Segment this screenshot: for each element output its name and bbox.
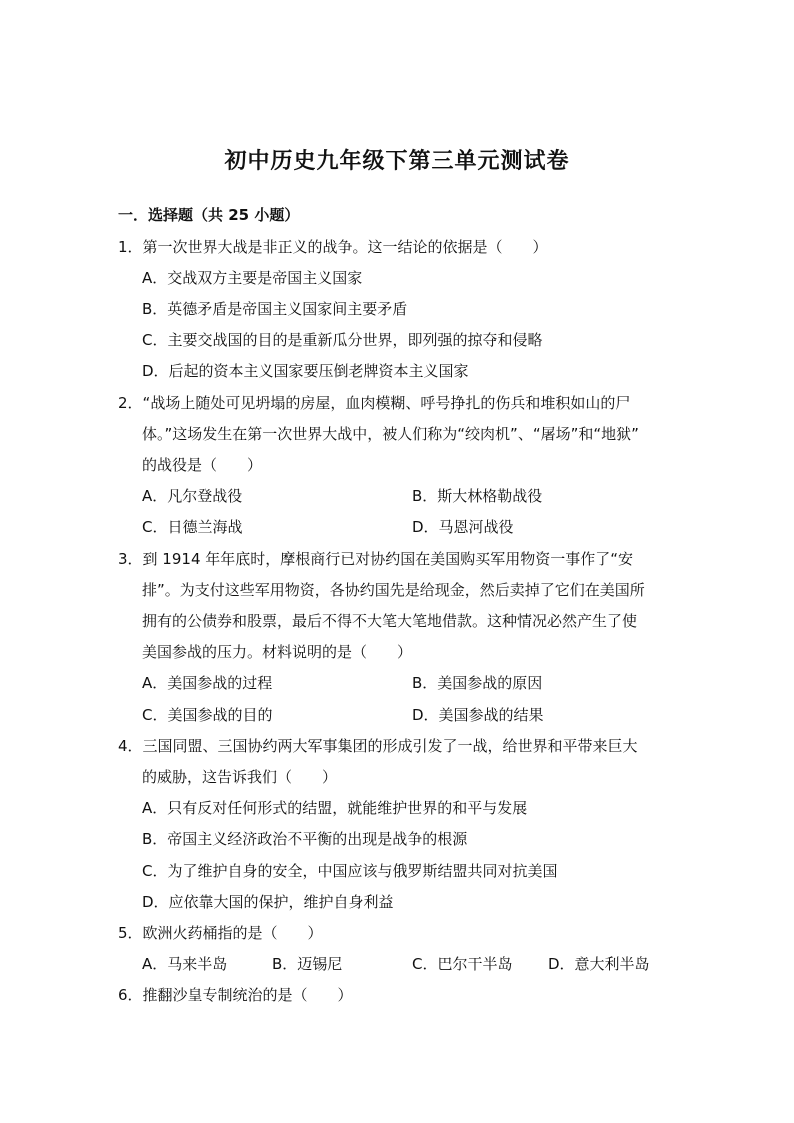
question-5-stem: 5．欧洲火药桶指的是（ ） (118, 924, 323, 942)
question-3-stem-line-1: 3．到 1914 年年底时，摩根商行已对协约国在美国购买军用物资一事作了“安 (118, 550, 634, 568)
question-6-stem: 6．推翻沙皇专制统治的是（ ） (118, 986, 353, 1004)
question-4-option-b: B．帝国主义经济政治不平衡的出现是战争的根源 (142, 830, 468, 848)
question-3-option-b: B．美国参战的原因 (412, 674, 543, 692)
question-4-option-c: C．为了维护自身的安全，中国应该与俄罗斯结盟共同对抗美国 (142, 862, 558, 880)
question-5-option-c: C．巴尔干半岛 (412, 955, 513, 973)
section-heading: 一．选择题（共 25 小题） (118, 206, 300, 224)
page-title: 初中历史九年级下第三单元测试卷 (224, 148, 570, 174)
question-1-stem: 1．第一次世界大战是非正义的战争。这一结论的依据是（ ） (118, 238, 548, 256)
question-3-stem-line-3: 拥有的公债券和股票，最后不得不大笔大笔地借款。这种情况必然产生了使 (142, 612, 638, 630)
question-4-stem-line-1: 4．三国同盟、三国协约两大军事集团的形成引发了一战，给世界和平带来巨大 (118, 737, 638, 755)
question-2-option-a: A．凡尔登战役 (142, 487, 243, 505)
question-3-option-a: A．美国参战的过程 (142, 674, 273, 692)
question-1-option-b: B．英德矛盾是帝国主义国家间主要矛盾 (142, 300, 408, 318)
question-1-option-c: C．主要交战国的目的是重新瓜分世界，即列强的掠夺和侵略 (142, 331, 543, 349)
question-2-stem-line-3: 的战役是（ ） (142, 456, 263, 474)
question-2-option-d: D．马恩河战役 (412, 518, 514, 536)
question-2-option-c: C．日德兰海战 (142, 518, 243, 536)
question-4-option-a: A．只有反对任何形式的结盟，就能维护世界的和平与发展 (142, 799, 528, 817)
question-3-option-d: D．美国参战的结果 (412, 706, 544, 724)
question-1-option-d: D．后起的资本主义国家要压倒老牌资本主义国家 (142, 362, 469, 380)
question-5-option-a: A．马来半岛 (142, 955, 228, 973)
question-5-option-b: B．迈锡尼 (272, 955, 343, 973)
question-2-option-b: B．斯大林格勒战役 (412, 487, 543, 505)
question-4-option-d: D．应依靠大国的保护，维护自身利益 (142, 893, 394, 911)
question-3-stem-line-4: 美国参战的压力。材料说明的是（ ） (142, 643, 413, 661)
question-3-stem-line-2: 排”。为支付这些军用物资，各协约国先是给现金，然后卖掉了它们在美国所 (142, 581, 645, 599)
question-4-stem-line-2: 的威胁，这告诉我们（ ） (142, 768, 338, 786)
question-2-stem-line-1: 2．“战场上随处可见坍塌的房屋，血肉模糊、呼号挣扎的伤兵和堆积如山的尸 (118, 394, 631, 412)
question-1-option-a: A．交战双方主要是帝国主义国家 (142, 269, 363, 287)
question-2-stem-line-2: 体。”这场发生在第一次世界大战中，被人们称为“绞肉机”、“屠场”和“地狱” (142, 425, 639, 443)
question-5-option-d: D．意大利半岛 (548, 955, 650, 973)
question-3-option-c: C．美国参战的目的 (142, 706, 273, 724)
